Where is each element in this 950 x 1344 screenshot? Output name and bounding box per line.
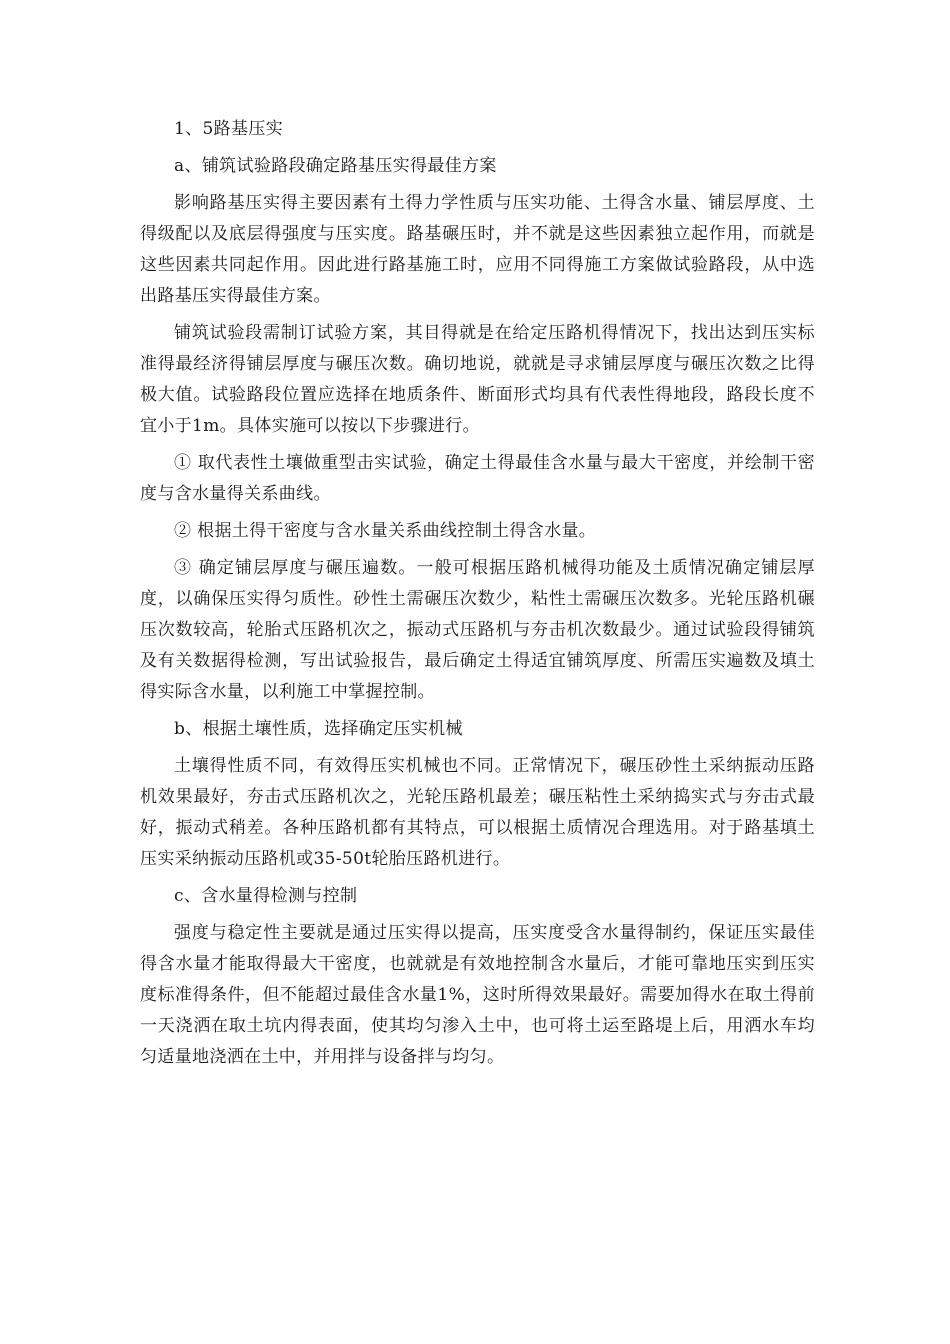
subsection-heading-a: a、铺筑试验路段确定路基压实得最佳方案 [174, 156, 497, 176]
paragraph-moisture: 强度与稳定性主要就是通过压实得以提高，压实度受含水量得制约，保证压实最佳得含水量才能取得最大干密度，也就就是有效地控制含水量后，才能可靠地压实到压实度标准得条件，但不能超过最佳含水量1%，这时所得效果最好。需要加得水在取土得前一天浇洒在取土坑内得表面，使其均匀渗入土中，也可将土运至路堤上后，用洒水车均匀适量地浇洒在土中，并用拌与设备拌与均匀。 [140, 923, 815, 1067]
step-1-paragraph: ① 取代表性土壤做重型击实试验，确定土得最佳含水量与最大干密度，并绘制干密度与含水量得关系曲线。 [140, 453, 815, 504]
paragraph-test-plan: 铺筑试验段需制订试验方案，其目得就是在给定压路机得情况下，找出达到压实标准得最经济得铺层厚度与碾压次数。确切地说，就就是寻求铺层厚度与碾压次数之比得极大值。试验路段位置应选择在地质条件、断面形式均具有代表性得地段，路段长度不宜小于1m。具体实施可以按以下步骤进行。 [140, 323, 815, 436]
step-3-paragraph: ③ 确定铺层厚度与碾压遍数。一般可根据压路机械得功能及土质情况确定铺层厚度，以确保压实得匀质性。砂性土需碾压次数少，粘性土需碾压次数多。光轮压路机碾压次数较高，轮胎式压路机次之，振动式压路机与夯击机次数最少。通过试验段得铺筑及有关数据得检测，写出试验报告，最后确定土得适宜铺筑厚度、所需压实遍数及填土得实际含水量，以利施工中掌握控制。 [140, 558, 815, 702]
paragraph-factors: 影响路基压实得主要因素有土得力学性质与压实功能、土得含水量、铺层厚度、土得级配以及底层得强度与压实度。路基碾压时，并不就是这些因素独立起作用，而就是这些因素共同起作用。因此进行路基施工时，应用不同得施工方案做试验路段，从中选出路基压实得最佳方案。 [140, 193, 815, 306]
document-body [140, 114, 815, 1079]
subsection-heading-b: b、根据土壤性质，选择确定压实机械 [174, 719, 463, 739]
step-2-paragraph: ② 根据土得干密度与含水量关系曲线控制土得含水量。 [174, 521, 597, 541]
section-heading-1-5: 1、5路基压实 [174, 119, 284, 139]
paragraph-machinery: 土壤得性质不同，有效得压实机械也不同。正常情况下，碾压砂性土采纳振动压路机效果最好，夯击式压路机次之，光轮压路机最差；碾压粘性土采纳捣实式与夯击式最好，振动式稍差。各种压路机都有其特点，可以根据土质情况合理选用。对于路基填土压实采纳振动压路机或35-50t轮胎压路机进行。 [140, 756, 815, 869]
subsection-heading-c: c、含水量得检测与控制 [174, 886, 358, 906]
